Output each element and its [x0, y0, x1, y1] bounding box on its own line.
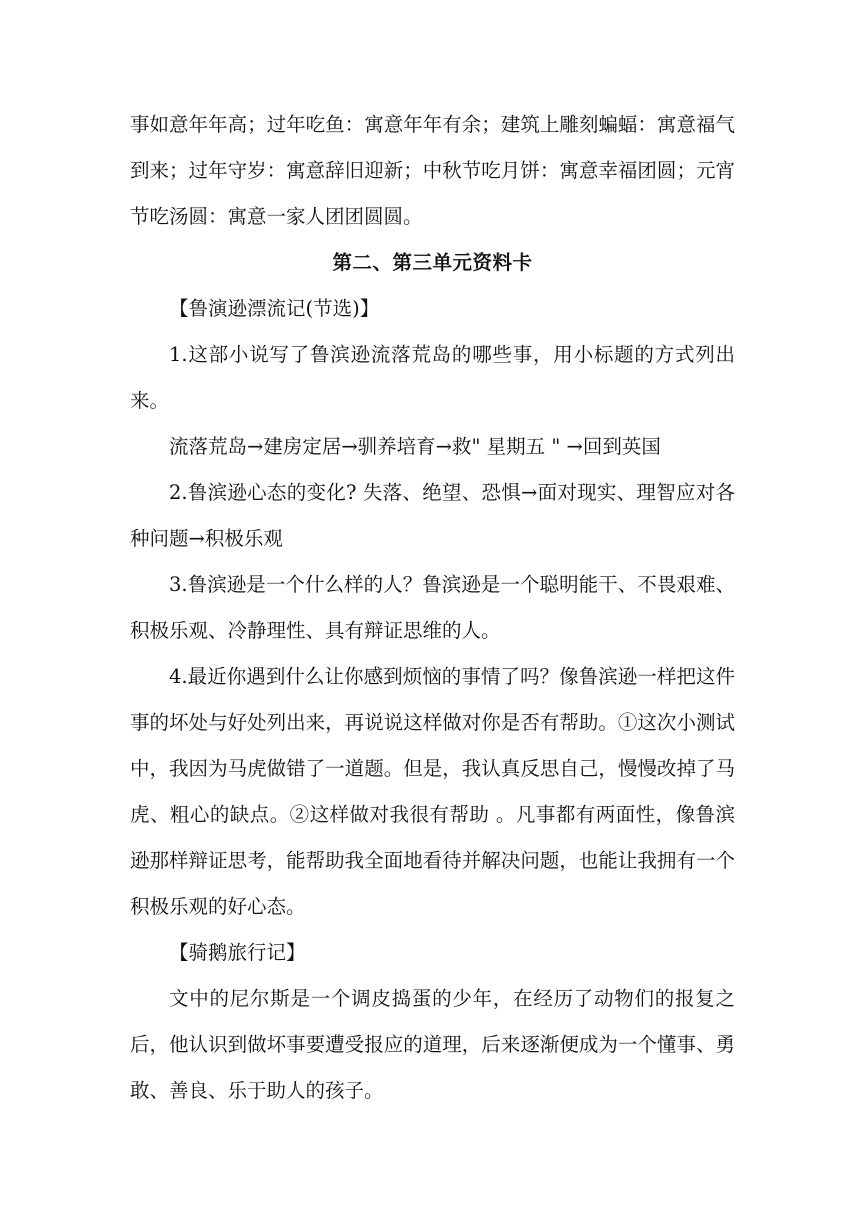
- robinson-question-4: 4.最近你遇到什么让你感到烦恼的事情了吗？像鲁滨逊一样把这件事的坏处与好处列出来，再说说这样做对你是否有帮助。①这次小测试中，我因为马虎做错了一道题。但是，我认真反思自己，慢慢改掉了马虎、粗心的缺点。②这样做对我很有帮助 。凡事都有两面性，像鲁滨逊那样辩证思考，能帮助我全面地看待并解决问题，也能让我拥有一个积极乐观的好心态。: [130, 665, 735, 918]
- robinson-heading: 【鲁演逊漂流记(节选)】: [169, 297, 380, 320]
- document-page: [130, 102, 735, 1114]
- robinson-question-3: 3.鲁滨逊是一个什么样的人？鲁滨逊是一个聪明能干、不畏艰难、积极乐观、冷静理性、具有辩证思维的人。: [130, 573, 735, 642]
- robinson-answer-1: 流落荒岛→建房定居→驯养培育→救" 星期五 " →回到英国: [169, 435, 661, 458]
- intro-paragraph: 事如意年年高；过年吃鱼：寓意年年有余；建筑上雕刻蝙蝠：寓意福气到来；过年守岁：寓意辞旧迎新；中秋节吃月饼：寓意幸福团圆；元宵节吃汤圆：寓意一家人团团圆圆。: [130, 113, 735, 228]
- robinson-question-2: 2.鲁滨逊心态的变化? 失落、绝望、恐惧→面对现实、理智应对各种问题→积极乐观: [130, 481, 735, 550]
- goose-heading: 【骑鹅旅行记】: [169, 941, 306, 964]
- goose-paragraph: 文中的尼尔斯是一个调皮捣蛋的少年，在经历了动物们的报复之后，他认识到做坏事要遭受报应的道理，后来逐渐便成为一个懂事、勇敢、善良、乐于助人的孩子。: [130, 987, 735, 1102]
- robinson-question-1: 1.这部小说写了鲁滨逊流落荒岛的哪些事，用小标题的方式列出来。: [130, 343, 735, 412]
- section-title: 第二、第三单元资料卡: [332, 251, 533, 274]
